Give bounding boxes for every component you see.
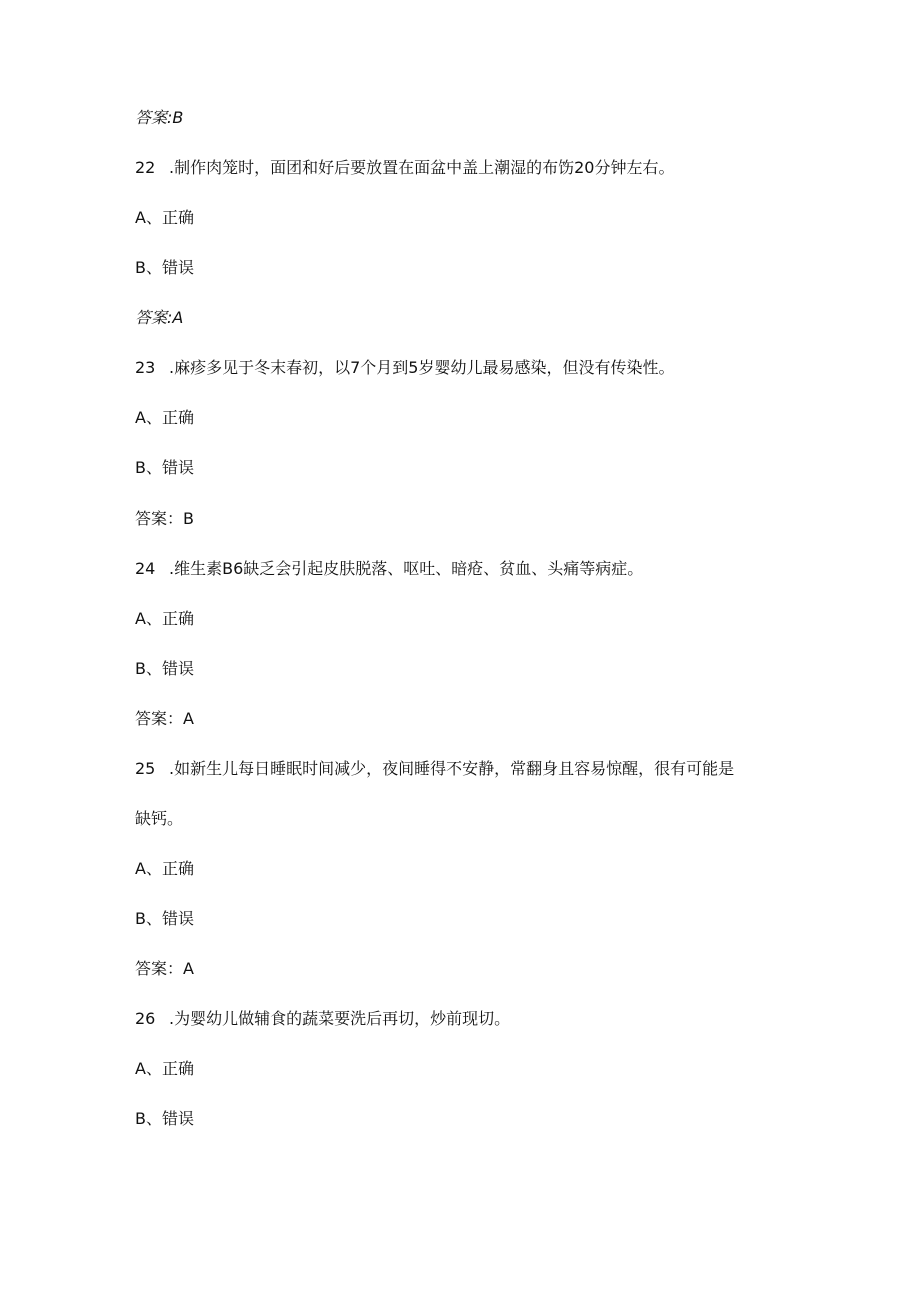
option-a: A、正确 xyxy=(135,609,194,628)
answer-line: 答案：A xyxy=(135,709,194,728)
option-b: B、错误 xyxy=(135,909,194,928)
option-a: A、正确 xyxy=(135,859,194,878)
question-22 xyxy=(135,158,674,178)
question-25 xyxy=(135,759,734,779)
question-text: .为婴幼儿做辅食的蔬菜要洗后再切，炒前现切。 xyxy=(169,1009,511,1028)
option-b: B、错误 xyxy=(135,659,194,678)
question-number: 26 xyxy=(135,1009,156,1028)
question-text-continued: 缺钙。 xyxy=(135,809,184,828)
option-b: B、错误 xyxy=(135,258,194,277)
question-23 xyxy=(135,358,674,378)
option-a: A、正确 xyxy=(135,208,194,227)
question-text: .麻疹多见于冬末春初，以7个月到5岁婴幼儿最易感染，但没有传染性。 xyxy=(169,358,675,377)
question-number: 25 xyxy=(135,759,156,778)
option-b: B、错误 xyxy=(135,1109,194,1128)
question-number: 24 xyxy=(135,559,156,578)
question-24 xyxy=(135,559,643,579)
question-number: 22 xyxy=(135,158,156,177)
answer-line: 答案：A xyxy=(135,959,194,978)
question-26 xyxy=(135,1009,510,1029)
question-number: 23 xyxy=(135,358,156,377)
question-text: .制作肉笼时，面团和好后要放置在面盆中盖上潮湿的布饬20分钟左右。 xyxy=(169,158,675,177)
answer-line: 答案:A xyxy=(135,308,184,327)
option-a: A、正确 xyxy=(135,1059,194,1078)
question-text: .如新生儿每日睡眠时间减少，夜间睡得不安静，常翻身且容易惊醒，很有可能是 xyxy=(169,759,735,778)
answer-line: 答案：B xyxy=(135,509,194,528)
question-text: .维生素B6缺乏会引起皮肤脱落、呕吐、暗疮、贫血、头痛等病症。 xyxy=(169,559,644,578)
option-a: A、正确 xyxy=(135,408,194,427)
answer-line: 答案:B xyxy=(135,108,184,127)
option-b: B、错误 xyxy=(135,458,194,477)
